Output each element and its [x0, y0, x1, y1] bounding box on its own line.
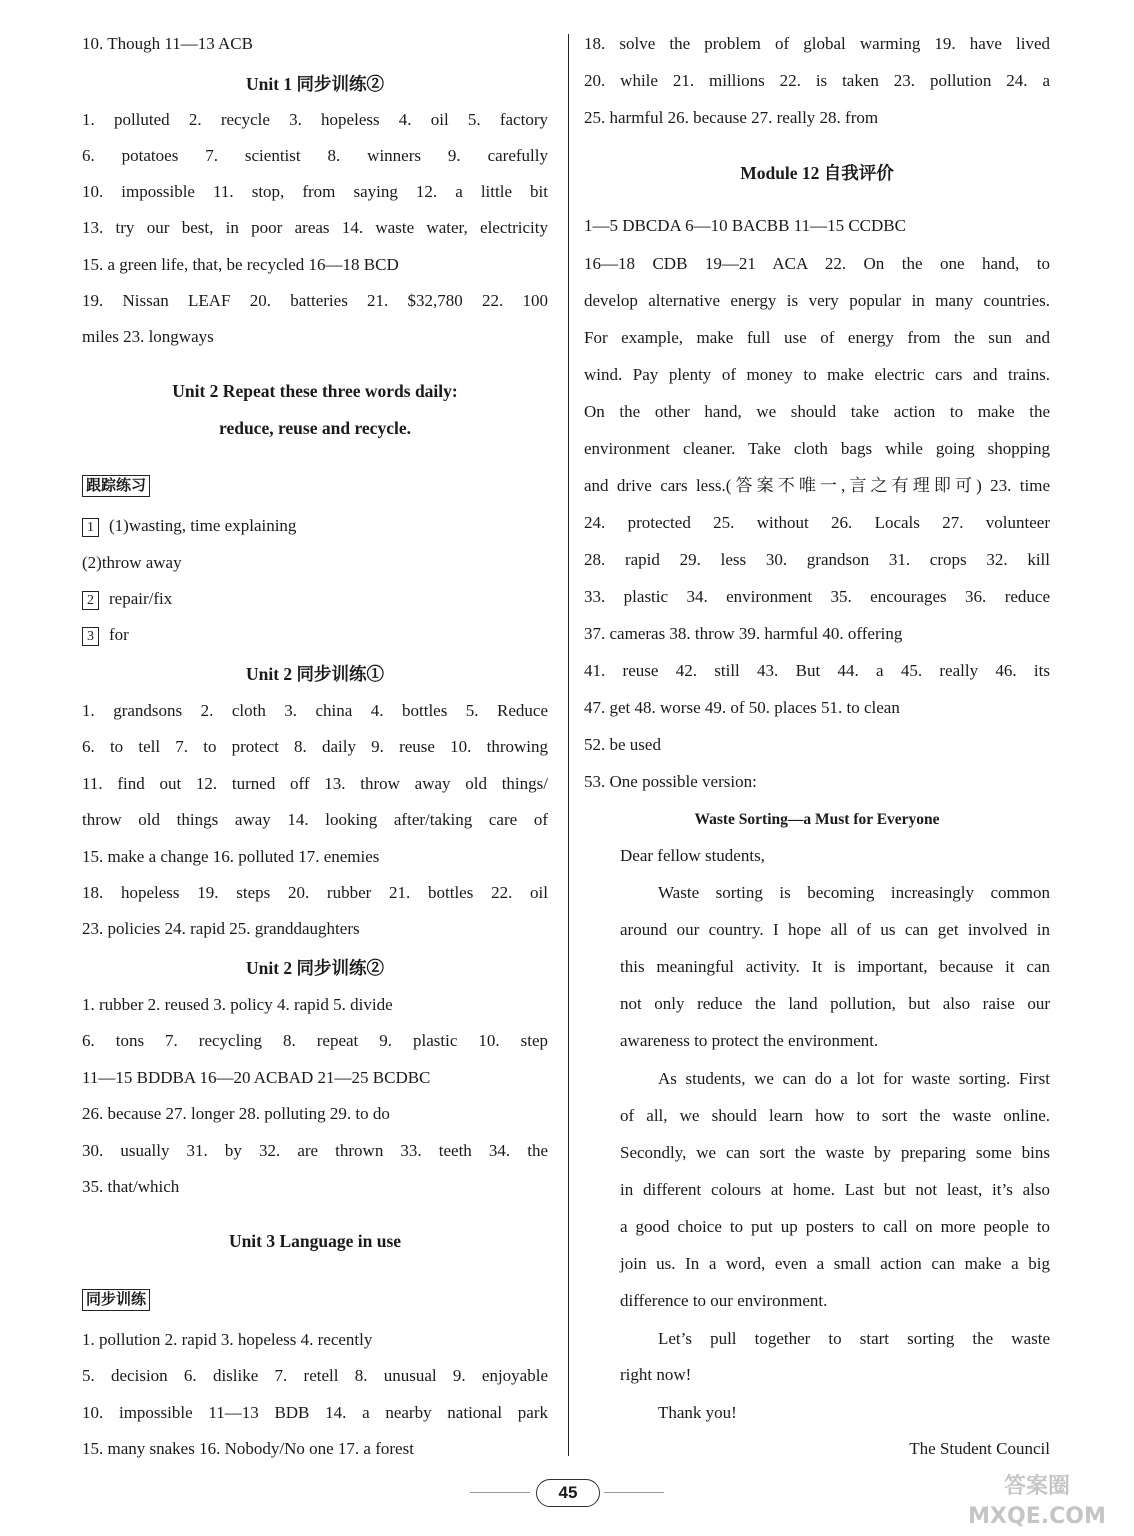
answer-line: 11. find out 12. turned off 13. throw away old things/	[82, 774, 548, 793]
answer-line: 47. get 48. worse 49. of 50. places 51. to clean	[584, 698, 900, 717]
unit-title: Unit 2 Repeat these three words daily:	[172, 381, 458, 401]
essay-line: awareness to protect the environment.	[620, 1031, 879, 1050]
answer-line: 1—5 DBCDA 6—10 BACBB 11—15 CCDBC	[584, 216, 906, 235]
answer-line: 33. plastic 34. environment 35. encourages 36. reduce	[584, 587, 1050, 606]
answer-line: wind. Pay plenty of money to make electric cars and trains.	[584, 365, 1050, 384]
watermark: 答案圈 MXQE.COM	[968, 1474, 1106, 1529]
page-number-rule	[604, 1492, 664, 1493]
answer-text: (1)wasting, time explaining	[109, 516, 297, 535]
unit-title: reduce, reuse and recycle.	[219, 418, 411, 438]
answer-line: 11—15 BDDBA 16—20 ACBAD 21—25 BCDBC	[82, 1068, 431, 1087]
answer-line	[82, 620, 548, 650]
answer-line: For example, make full use of energy from the sun and	[584, 328, 1050, 347]
answer-line: and drive cars less.(答案不唯一,言之有理即可) 23. time	[584, 476, 1050, 495]
essay-line: difference to our environment.	[620, 1291, 828, 1310]
answer-line: 1. rubber 2. reused 3. policy 4. rapid 5. divide	[82, 995, 393, 1014]
answer-line: 25. harmful 26. because 27. really 28. from	[584, 108, 879, 127]
answer-line: environment cleaner. Take cloth bags while going shopping	[584, 439, 1050, 458]
answer-line: 30. usually 31. by 32. are thrown 33. teeth 34. the	[82, 1141, 548, 1160]
answer-line: 19. Nissan LEAF 20. batteries 21. $32,780 22. 100	[82, 291, 548, 310]
answer-line: 35. that/which	[82, 1177, 180, 1196]
exercise-label	[82, 470, 548, 500]
answer-line: miles 23. longways	[82, 327, 214, 346]
essay-line: Secondly, we can sort the waste by preparing some bins	[620, 1143, 1050, 1162]
essay-line: Waste sorting is becoming increasingly common	[658, 883, 1050, 902]
answer-line: 6. potatoes 7. scientist 8. winners 9. carefully	[82, 146, 548, 165]
answer-line: 15. make a change 16. polluted 17. enemies	[82, 847, 380, 866]
answer-line: 6. to tell 7. to protect 8. daily 9. reuse 10. throwing	[82, 737, 548, 756]
answer-line: 10. Though 11—13 ACB	[82, 34, 253, 53]
answer-line: 1. polluted 2. recycle 3. hopeless 4. oil 5. factory	[82, 110, 548, 129]
section-heading: Unit 2 同步训练①	[245, 664, 385, 684]
essay-line: in different colours at home. Last but not least, it’s also	[620, 1180, 1050, 1199]
answer-line: 15. a green life, that, be recycled 16—18 BCD	[82, 255, 399, 274]
answer-line: 15. many snakes 16. Nobody/No one 17. a forest	[82, 1439, 414, 1458]
essay-line: this meaningful activity. It is important, because it can	[620, 957, 1050, 976]
essay-line: of all, we should learn how to sort the waste online.	[620, 1106, 1050, 1125]
answer-line: 1. grandsons 2. cloth 3. china 4. bottles 5. Reduce	[82, 701, 548, 720]
answer-line: 10. impossible 11. stop, from saying 12. a little bit	[82, 182, 548, 201]
essay-line: Dear fellow students,	[620, 846, 765, 865]
section-heading: Unit 1 同步训练②	[245, 74, 385, 94]
exercise-box: 同步训练	[82, 1289, 150, 1311]
answer-line	[82, 584, 548, 614]
page-number: 45	[536, 1479, 600, 1507]
section-heading: Module 12 自我评价	[740, 163, 894, 183]
answer-line: 37. cameras 38. throw 39. harmful 40. offering	[584, 624, 903, 643]
answer-line: 18. hopeless 19. steps 20. rubber 21. bottles 22. oil	[82, 883, 548, 902]
answer-line: (2)throw away	[82, 553, 182, 572]
page-number-rule	[470, 1492, 530, 1493]
item-number: 1	[82, 518, 99, 537]
exercise-label	[82, 1284, 548, 1314]
essay-line: join us. In a word, even a small action can make a big	[620, 1254, 1050, 1273]
answer-line: 20. while 21. millions 22. is taken 23. pollution 24. a	[584, 71, 1050, 90]
answer-line: 1. pollution 2. rapid 3. hopeless 4. recently	[82, 1330, 373, 1349]
answer-line: 18. solve the problem of global warming 19. have lived	[584, 34, 1050, 53]
answer-line: 26. because 27. longer 28. polluting 29. to do	[82, 1104, 390, 1123]
answer-line: 23. policies 24. rapid 25. granddaughters	[82, 919, 360, 938]
essay-line: Thank you!	[658, 1403, 737, 1422]
answer-line: 41. reuse 42. still 43. But 44. a 45. really 46. its	[584, 661, 1050, 680]
answer-line: 24. protected 25. without 26. Locals 27. volunteer	[584, 513, 1050, 532]
essay-line: As students, we can do a lot for waste sorting. First	[658, 1069, 1050, 1088]
answer-text: for	[109, 625, 129, 644]
answer-line: 52. be used	[584, 735, 661, 754]
answer-line: 53. One possible version:	[584, 772, 757, 791]
answer-line: 28. rapid 29. less 30. grandson 31. crops 32. kill	[584, 550, 1050, 569]
answer-line: 6. tons 7. recycling 8. repeat 9. plastic 10. step	[82, 1031, 548, 1050]
exercise-box: 跟踪练习	[82, 475, 150, 497]
answer-line: throw old things away 14. looking after/taking care of	[82, 810, 548, 829]
essay-line: right now!	[620, 1365, 692, 1384]
essay-signature: The Student Council	[909, 1439, 1050, 1458]
answer-line: 10. impossible 11—13 BDB 14. a nearby national park	[82, 1403, 548, 1422]
essay-line: not only reduce the land pollution, but also raise our	[620, 994, 1050, 1013]
answer-line: 5. decision 6. dislike 7. retell 8. unusual 9. enjoyable	[82, 1366, 548, 1385]
answer-line: 16—18 CDB 19—21 ACA 22. On the one hand, to	[584, 254, 1050, 273]
essay-line: around our country. I hope all of us can get involved in	[620, 920, 1050, 939]
section-heading: Unit 2 同步训练②	[245, 958, 385, 978]
column-divider	[568, 34, 569, 1456]
unit-title: Unit 3 Language in use	[228, 1231, 402, 1251]
essay-line: a good choice to put up posters to call on more people to	[620, 1217, 1050, 1236]
answer-line: On the other hand, we should take action to make the	[584, 402, 1050, 421]
answer-line	[82, 511, 548, 541]
item-number: 3	[82, 627, 99, 646]
essay-title: Waste Sorting—a Must for Everyone	[694, 811, 940, 828]
answer-line: develop alternative energy is very popular in many countries.	[584, 291, 1050, 310]
item-number: 2	[82, 591, 99, 610]
answer-text: repair/fix	[109, 589, 173, 608]
essay-line: Let’s pull together to start sorting the waste	[658, 1329, 1050, 1348]
answer-line: 13. try our best, in poor areas 14. waste water, electricity	[82, 218, 548, 237]
